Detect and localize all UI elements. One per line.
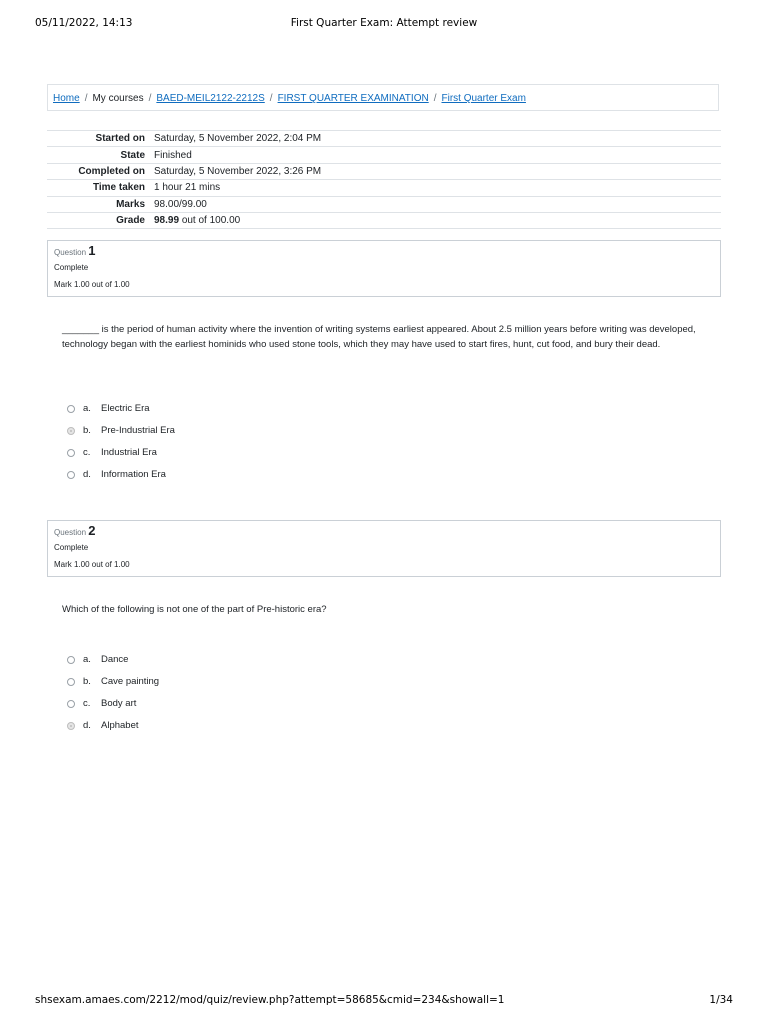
answer-text: Electric Era	[101, 403, 150, 414]
answer-letter: d.	[83, 469, 91, 480]
breadcrumb	[47, 84, 719, 111]
answer-letter: a.	[83, 403, 91, 414]
radio-button-selected[interactable]	[67, 722, 75, 730]
summary-label: Marks	[116, 198, 145, 210]
summary-value: 1 hour 21 mins	[154, 182, 221, 194]
answer-letter: b.	[83, 425, 91, 436]
answer-text: Information Era	[101, 469, 166, 480]
radio-button[interactable]	[67, 678, 75, 686]
radio-button[interactable]	[67, 449, 75, 457]
question-label: Question	[54, 528, 87, 537]
grade-score: 98.99	[154, 215, 180, 227]
question-label: Question	[54, 248, 87, 257]
summary-value: Saturday, 5 November 2022, 2:04 PM	[154, 133, 322, 145]
radio-button-selected[interactable]	[67, 427, 75, 435]
radio-button[interactable]	[67, 471, 75, 479]
answer-letter: c.	[83, 698, 91, 709]
question-text: Which of the following is not one of the part of Pre-historic era?	[62, 604, 327, 615]
question-number	[54, 523, 96, 538]
answer-letter: a.	[83, 654, 91, 665]
summary-value	[150, 212, 721, 228]
answer-text: Body art	[101, 698, 137, 709]
summary-label: Completed on	[78, 165, 145, 177]
attempt-summary-table	[47, 130, 721, 229]
answer-text: Dance	[101, 654, 129, 665]
summary-row-time-taken	[47, 180, 721, 196]
summary-label: State	[120, 149, 145, 161]
question-info-box	[47, 240, 721, 297]
answer-text: Alphabet	[101, 720, 139, 731]
radio-button[interactable]	[67, 700, 75, 708]
answer-letter: d.	[83, 720, 91, 731]
print-datetime: 05/11/2022, 14:13	[35, 17, 133, 29]
summary-row-started	[47, 131, 721, 147]
question-info-box	[47, 520, 721, 577]
breadcrumb-separator: /	[84, 93, 88, 104]
print-url: shsexam.amaes.com/2212/mod/quiz/review.php?attempt=58685&cmid=234&showall=1	[35, 994, 505, 1006]
breadcrumb-separator: /	[148, 93, 152, 104]
summary-value: 98.00/99.00	[154, 198, 207, 210]
question-state: Complete	[54, 543, 89, 552]
answer-letter: c.	[83, 447, 91, 458]
breadcrumb-separator: /	[269, 93, 273, 104]
summary-label: Started on	[95, 133, 145, 145]
grade-out-of: out of 100.00	[181, 215, 241, 227]
question-text: _______ is the period of human activity where the invention of writing systems earliest appeared. About 2.5 million years before writing was developed, technology began with the earliest hominids who used stone tools, which they may have used to start fires, hunt, cut food, and bury their dead.	[62, 324, 696, 350]
summary-row-grade	[47, 212, 721, 228]
breadcrumb-quiz-link[interactable]: First Quarter Exam	[441, 93, 526, 104]
question-number	[54, 243, 96, 258]
breadcrumb-my-courses: My courses	[92, 93, 144, 104]
summary-row-marks	[47, 196, 721, 212]
question-state: Complete	[54, 263, 89, 272]
summary-row-state	[47, 147, 721, 163]
answer-text: Pre-Industrial Era	[101, 425, 175, 436]
question-mark: Mark 1.00 out of 1.00	[54, 560, 130, 569]
summary-value: Saturday, 5 November 2022, 3:26 PM	[154, 165, 322, 177]
breadcrumb-section-link[interactable]: FIRST QUARTER EXAMINATION	[277, 93, 429, 104]
question-number-value: 1	[88, 243, 96, 258]
question-mark: Mark 1.00 out of 1.00	[54, 280, 130, 289]
print-footer	[0, 994, 768, 1008]
breadcrumb-home-link[interactable]: Home	[53, 93, 80, 104]
answer-letter: b.	[83, 676, 91, 687]
answer-text: Industrial Era	[101, 447, 157, 458]
breadcrumb-separator: /	[433, 93, 437, 104]
question-number-value: 2	[88, 523, 96, 538]
summary-value: Finished	[154, 149, 192, 161]
summary-label: Grade	[116, 215, 145, 227]
print-page-title: First Quarter Exam: Attempt review	[290, 17, 478, 29]
radio-button[interactable]	[67, 405, 75, 413]
summary-row-completed	[47, 163, 721, 179]
answer-text: Cave painting	[101, 676, 160, 687]
print-page-number: 1/34	[709, 994, 733, 1006]
print-header	[0, 17, 768, 31]
radio-button[interactable]	[67, 656, 75, 664]
summary-label: Time taken	[92, 182, 145, 194]
breadcrumb-course-link[interactable]: BAED-MEIL2122-2212S	[156, 93, 265, 104]
